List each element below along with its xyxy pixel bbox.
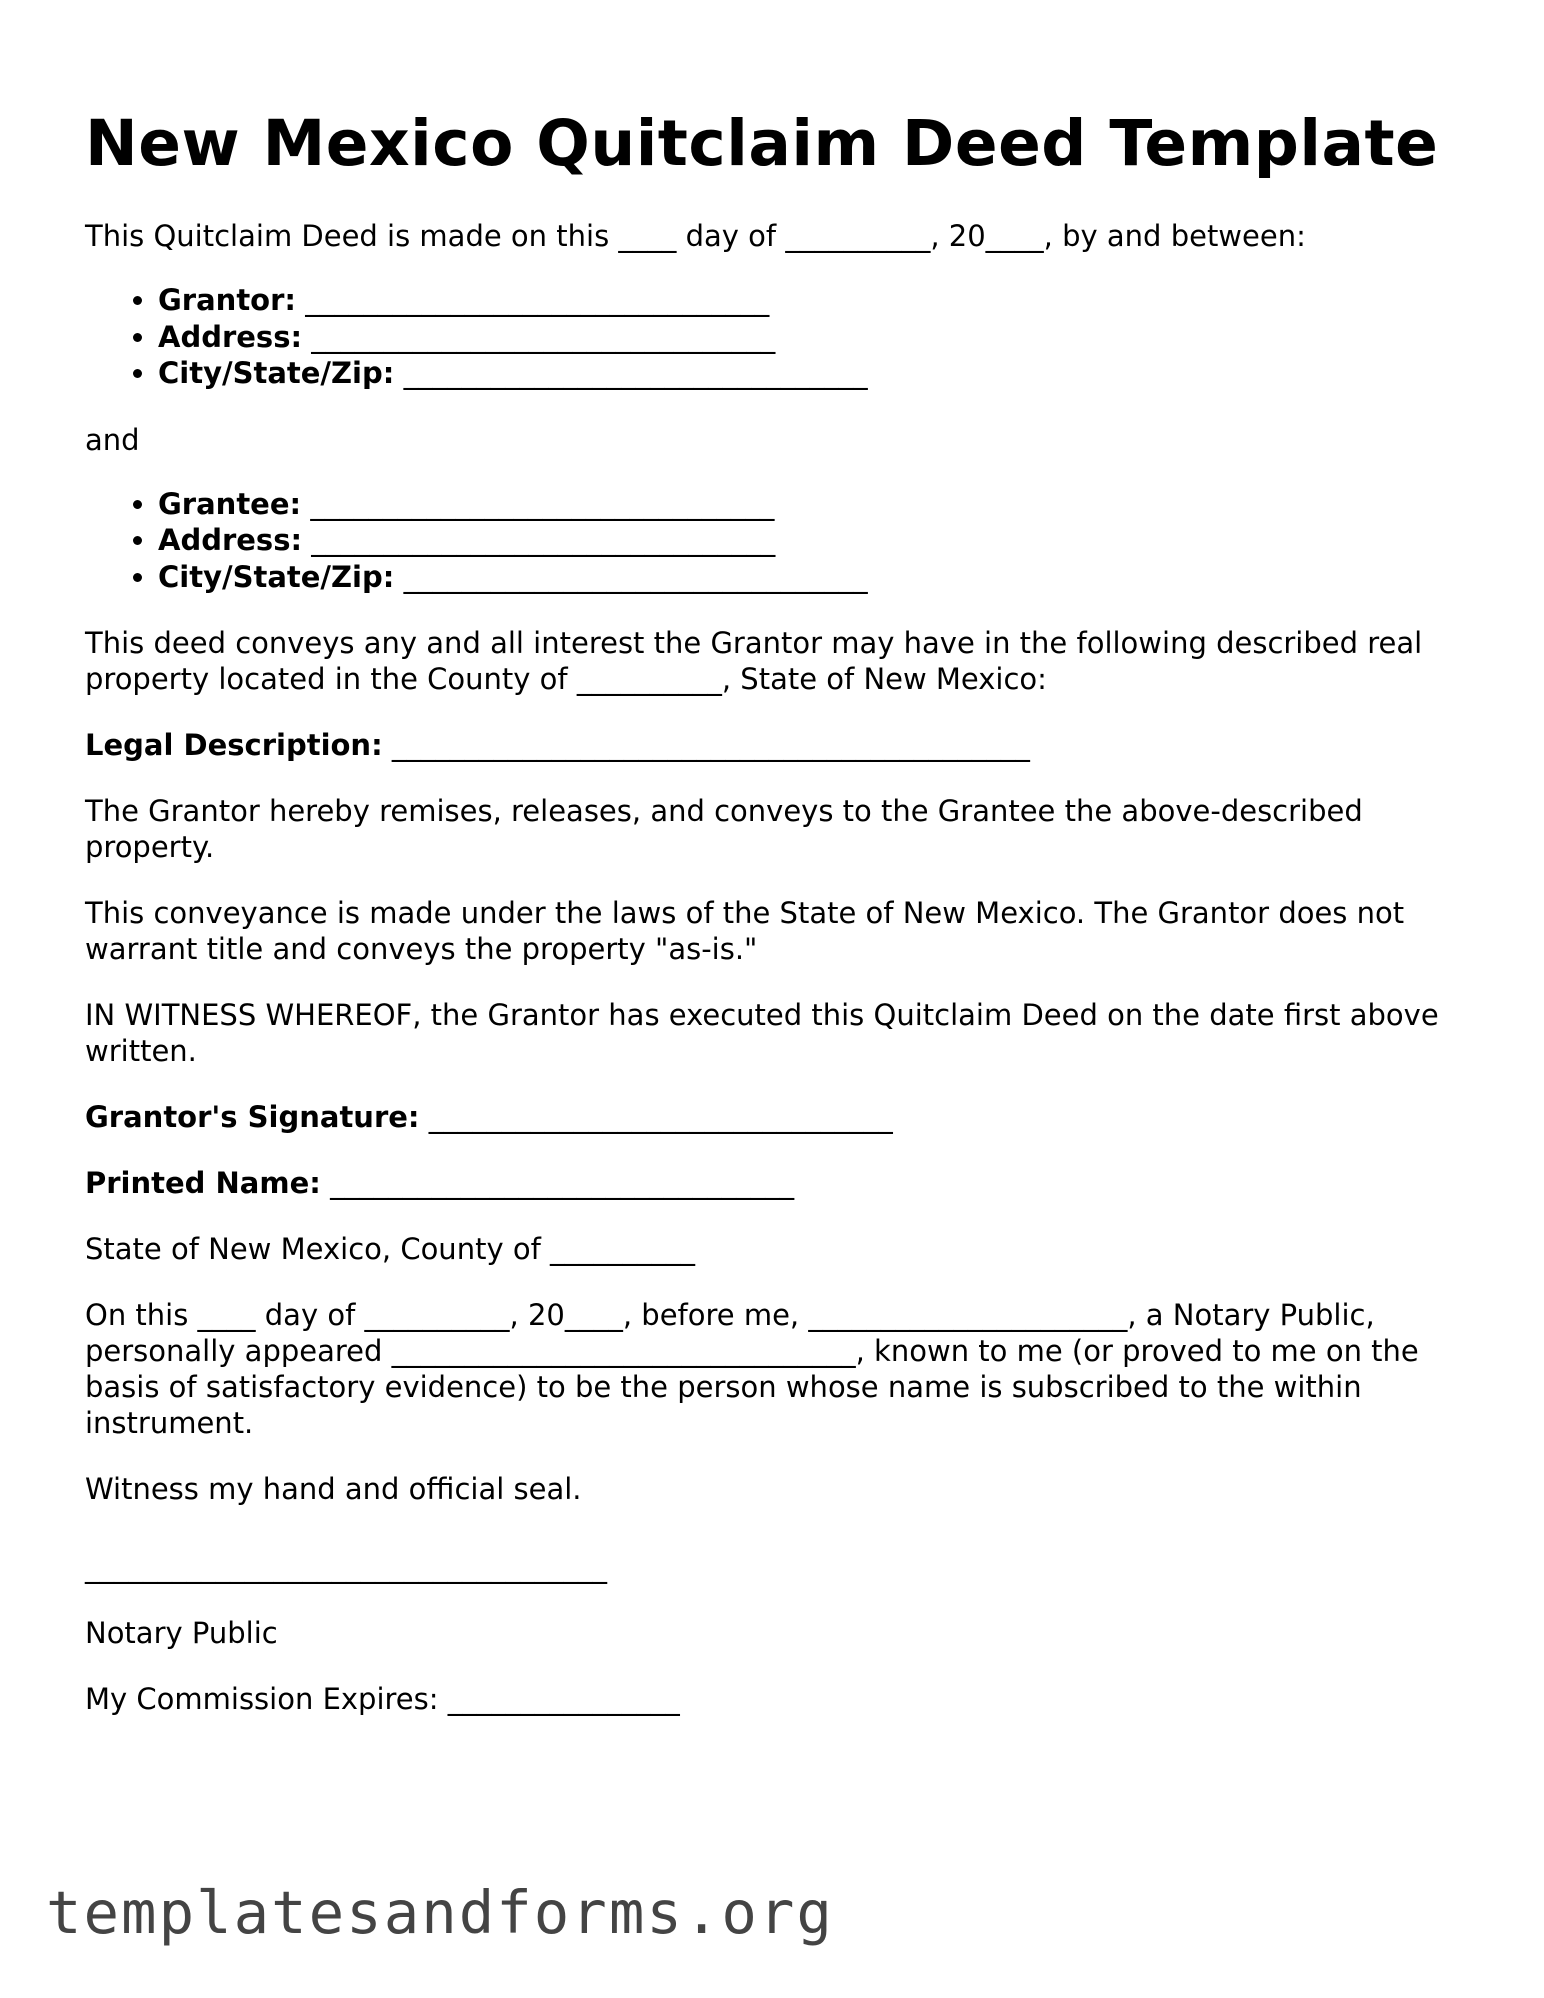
list-item: [158, 319, 1465, 356]
notary-signature-line[interactable]: ____________________________________: [85, 1550, 607, 1584]
printed-name-line: [85, 1165, 1465, 1201]
grantor-address-label: Address:: [158, 319, 303, 354]
list-item: [158, 486, 1465, 523]
list-item: [158, 559, 1465, 596]
grantor-city-blank[interactable]: ________________________________: [403, 356, 868, 390]
grantor-signature-label: Grantor's Signature:: [85, 1100, 420, 1134]
grantor-signature-line: [85, 1099, 1465, 1135]
notary-paragraph: On this ____ day of __________, 20____, before me, ______________________, a Notary Public, personally appeared ________________________________, known to me (or proved to me on the basis of satisfactory evidence) to be the person whose name is subscribed to the within instrument.: [85, 1298, 1419, 1440]
and-text: and: [85, 422, 140, 457]
page-title: New Mexico Quitclaim Deed Template: [85, 107, 1439, 180]
grantee-address-blank[interactable]: ________________________________: [311, 523, 776, 557]
document-page: [85, 104, 1465, 1717]
laws-paragraph: This conveyance is made under the laws of the State of New Mexico. The Grantor does not warrant title and conveys the property "as-is.": [85, 896, 1405, 966]
list-item: [158, 522, 1465, 559]
grantee-label: Grantee:: [158, 486, 302, 521]
legal-description-label: Legal Description:: [85, 728, 383, 762]
seal-text: Witness my hand and official seal.: [85, 1472, 582, 1506]
state-county-line: State of New Mexico, County of __________: [85, 1232, 695, 1266]
grantee-blank[interactable]: ________________________________: [310, 486, 775, 521]
grantee-list: [85, 486, 1465, 596]
printed-name-blank[interactable]: ________________________________: [330, 1166, 795, 1200]
legal-description-blank[interactable]: ____________________________________________: [391, 728, 1030, 762]
grantor-blank[interactable]: ________________________________: [305, 283, 770, 317]
grantor-city-label: City/State/Zip:: [158, 356, 395, 390]
intro-paragraph: This Quitclaim Deed is made on this ____ day of __________, 20____, by and between:: [85, 219, 1306, 253]
remises-paragraph: The Grantor hereby remises, releases, and conveys to the Grantee the above-described property.: [85, 794, 1363, 864]
grantor-address-blank[interactable]: ________________________________: [311, 319, 776, 354]
grantor-list: [85, 282, 1465, 392]
grantee-city-label: City/State/Zip:: [158, 559, 395, 594]
watermark: templatesandforms.org: [46, 1878, 834, 1947]
grantee-city-blank[interactable]: ________________________________: [403, 559, 868, 594]
conveys-paragraph: This deed conveys any and all interest the Grantor may have in the following described real property located in the County of __________, State of New Mexico:: [85, 626, 1423, 696]
grantee-address-label: Address:: [158, 523, 303, 557]
legal-description-line: [85, 727, 1465, 763]
list-item: [158, 355, 1465, 392]
printed-name-label: Printed Name:: [85, 1166, 321, 1200]
grantor-signature-blank[interactable]: ________________________________: [428, 1100, 893, 1134]
witness-paragraph: IN WITNESS WHEREOF, the Grantor has executed this Quitclaim Deed on the date first above written.: [85, 998, 1439, 1068]
notary-public-label: Notary Public: [85, 1616, 278, 1650]
grantor-label: Grantor:: [158, 283, 297, 317]
list-item: [158, 282, 1465, 319]
commission-expires-line: My Commission Expires: ________________: [85, 1682, 680, 1716]
